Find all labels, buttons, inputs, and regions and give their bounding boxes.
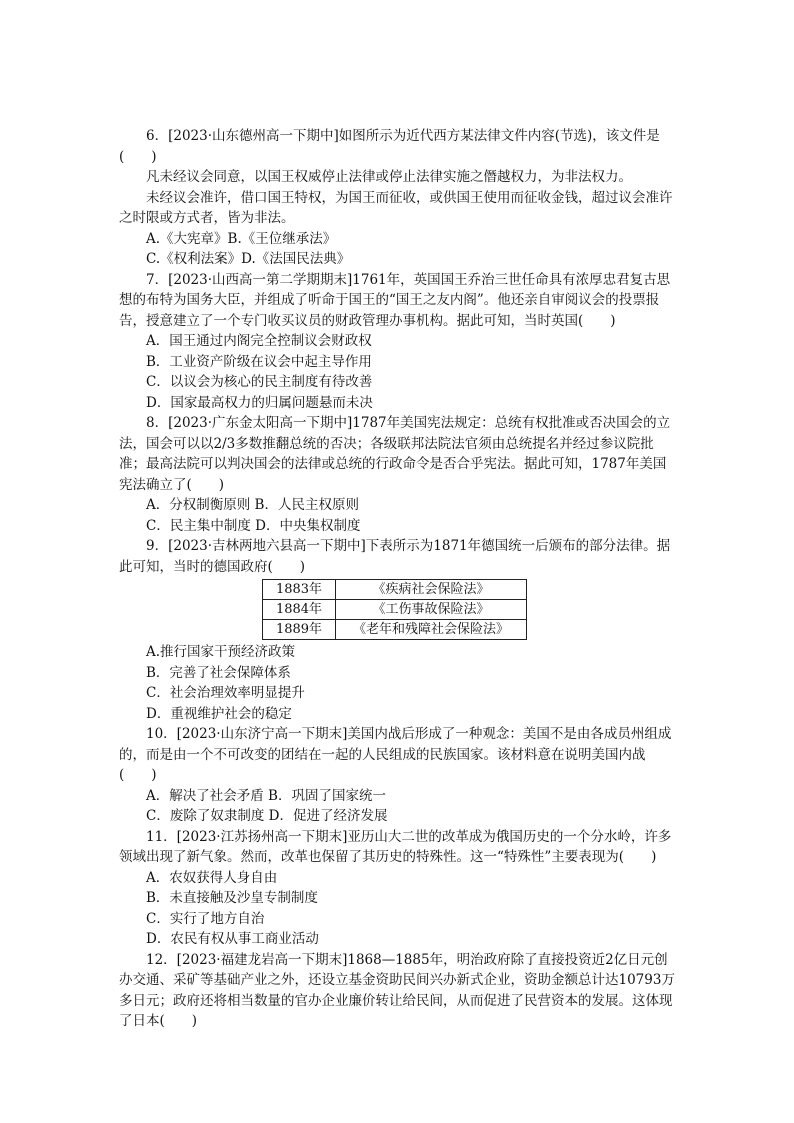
option-line: A．分权制衡原则 B．人民主权原则 [146,497,359,513]
question-stem: 9．[2023·吉林两地六县高一下期中]下表所示为1871年德国统一后颁布的部分法律。据此可知，当时的德国政府( ) [119,538,671,575]
question-9 [119,536,679,724]
option-line: A．农奴获得人身自由 [146,869,278,886]
option-line: C．民主集中制度 D．中央集权制度 [146,517,361,534]
question-8 [119,413,679,536]
option-line: C．废除了奴隶制度 D．促进了经济发展 [146,808,388,824]
table-row [263,620,527,640]
option-line: D．农民有权从事工商业活动 [146,931,319,947]
question-stem: 7．[2023·山西高一第二学期期末]1761年，英国国王乔治三世任命具有浓厚忠君复古思想的布特为国务大臣，并组成了听命于国王的“国王之友内阁”。他还亲自审阅议会的投票报告，授意建立了一个专门收买议员的财政管理办事机构。据此可知，当时英国( ) [119,271,671,329]
question-7 [119,270,679,414]
question-stem: 8．[2023·广东金太阳高一下期中]1787年美国宪法规定：总统有权批准或否决国会的立法，国会可以以2/3多数推翻总统的否决；各级联邦法院法官须由总统提名并经过参议院批准；最高法院可以判决国会的法律或总统的行政命令是否合乎宪法。据此可知，1787年美国宪法确立了( ) [119,415,671,493]
table-cell-year: 1883年 [263,580,336,600]
question-stem: 10．[2023·山东济宁高一下期末]美国内战后形成了一种观念：美国不是由各成员州组成的，而是由一个不可改变的团结在一起的人民组成的民族国家。该材料意在说明美国内战( ) [119,726,672,783]
option-line: C．以议会为核心的民主制度有待改善 [146,374,373,390]
table-row [263,600,527,620]
question-6 [119,126,679,270]
option-line: B．完善了社会保障体系 [146,664,291,681]
question-10 [119,724,679,827]
table-cell-year: 1889年 [263,620,336,640]
question-list [119,126,679,1032]
table-cell-year: 1884年 [263,600,336,620]
option-line: A．解决了社会矛盾 B．巩固了国家统一 [146,787,386,804]
option-line: D．国家最高权力的归属问题悬而未决 [146,394,373,411]
question-stem: 11．[2023·江苏扬州高一下期末]亚历山大二世的改革成为俄国历史的一个分水岭，许多领域出现了新气象。然而，改革也保留了其历史的特殊性。这一“特殊性”主要表现为( ) [119,828,672,865]
table-cell-law: 《工伤事故保险法》 [336,600,527,620]
question-stem: 12．[2023·福建龙岩高一下期末]1868—1885年，明治政府除了直接投资近2亿日元创办交通、采矿等基础产业之外，还设立基金资助民间兴办新式企业，资助金额总计达10793万多日元；政府还将相当数量的官办企业廉价转让给民间，从而促进了民营资本的发展。这体现了日本( ) [119,951,675,1029]
option-line: C．实行了地方自治 [146,910,265,927]
option-line: A．国王通过内阁完全控制议会财政权 [146,333,372,349]
option-line: D．重视维护社会的稳定 [146,705,292,722]
option-line: C．社会治理效率明显提升 [146,685,305,701]
option-line: B．工业资产阶级在议会中起主导作用 [146,353,372,370]
source-paragraph: 凡未经议会同意，以国王权威停止法律或停止法律实施之僭越权力，为非法权力。 [146,169,632,185]
option-line: C.《权利法案》D.《法国民法典》 [146,251,351,267]
question-11 [119,827,679,950]
table-cell-law: 《疾病社会保险法》 [336,580,527,600]
option-line: B．未直接触及沙皇专制制度 [146,890,318,906]
table-row [263,580,527,600]
source-paragraph: 未经议会准许，借口国王特权，为国王而征收，或供国王使用而征收金钱，超过议会准许之时限或方式者，皆为非法。 [119,189,673,226]
question-12 [119,950,679,1032]
option-line: A.《大宪章》B.《王位继承法》 [146,230,337,247]
option-line: A.推行国家干预经济政策 [146,644,296,660]
law-table [262,579,527,640]
question-stem: 6．[2023·山东德州高一下期中]如图所示为近代西方某法律文件内容(节选)，该文件是( ) [119,128,660,165]
table-cell-law: 《老年和残障社会保险法》 [336,620,527,640]
